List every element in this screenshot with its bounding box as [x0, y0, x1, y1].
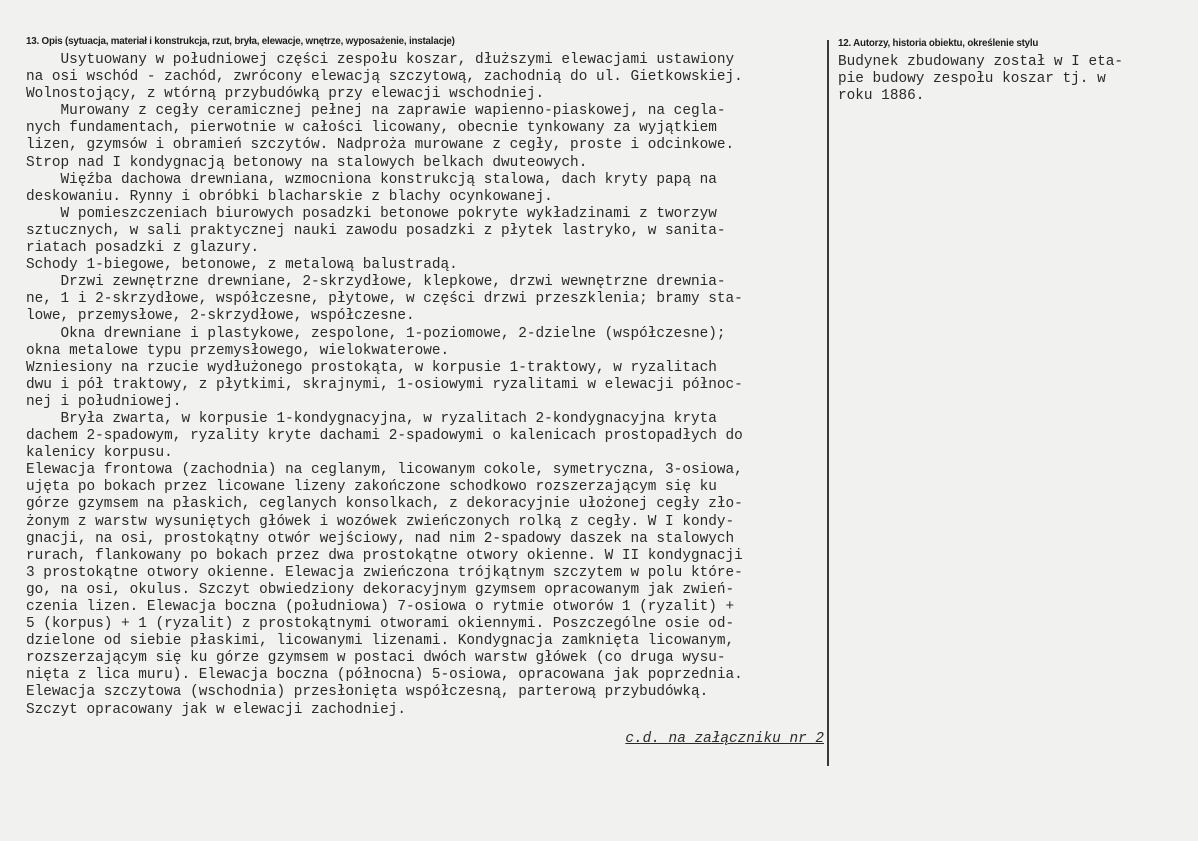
description-line: Więźba dachowa drewniana, wzmocniona konstrukcją stalowa, dach kryty papą na — [26, 171, 717, 188]
continuation-note: c.d. na załączniku nr 2 — [625, 731, 824, 747]
description-line: Murowany z cegły ceramicznej pełnej na zaprawie wapienno-piaskowej, na cegla- — [26, 103, 726, 120]
description-line: ujęta po bokach przez licowane lizeny zakończone schodkowo rozszerzającym się ku — [26, 479, 717, 496]
description-line: dzielone od siebie płaskimi, licowanymi lizenami. Kondygnacja zamknięta licowanym, — [26, 633, 735, 650]
description-line: Wzniesiony na rzucie wydłużonego prostokąta, w korpusie 1-traktowy, w ryzalitach — [26, 359, 717, 376]
authors-history-text — [838, 54, 1168, 106]
description-line: Okna drewniane i plastykowe, zespolone, 1-poziomowe, 2-dzielne (współczesne); — [26, 325, 726, 342]
description-line: Drzwi zewnętrzne drewniane, 2-skrzydłowe, klepkowe, drzwi wewnętrzne drewnia- — [26, 274, 726, 291]
description-line: Elewacja szczytowa (wschodnia) przesłonięta współczesną, parterową przybudówką. — [26, 684, 709, 701]
description-line: riatach posadzki z glazury. — [26, 240, 260, 257]
description-line: 3 prostokątne otwory okienne. Elewacja zwieńczona trójkątnym szczytem w polu które- — [26, 564, 743, 581]
description-line: nych fundamentach, pierwotnie w całości licowany, obecnie tynkowany za wyjątkiem — [26, 120, 717, 137]
description-line: czenia lizen. Elewacja boczna (południowa) 7-osiowa o rytmie otworów 1 (ryzalit) + — [26, 599, 735, 615]
description-line: W pomieszczeniach biurowych posadzki betonowe pokryte wykładzinami z tworzyw — [26, 205, 717, 222]
description-heading: 13. Opis (sytuacja, materiał i konstrukcja, rzut, bryła, elewacje, wnętrze, wyposażenie, instalacje) — [26, 36, 455, 47]
description-line: Strop nad I kondygnacją betonowy na stalowych belkach dwuteowych. — [26, 154, 588, 171]
description-line: sztucznych, w sali praktycznej nauki zawodu posadzki z płytek lastryko, w sanita- — [26, 222, 726, 239]
column-divider — [827, 40, 829, 766]
description-line: Szczyt opracowany jak w elewacji zachodniej. — [26, 701, 406, 718]
description-text — [26, 52, 824, 719]
description-line: na osi wschód - zachód, zwrócony elewacją szczytową, zachodnią do ul. Gietkowskiej. — [26, 69, 743, 86]
description-line: Bryła zwarta, w korpusie 1-kondygnacyjna, w ryzalitach 2-kondygnacyjna kryta — [26, 410, 717, 427]
description-line: gnacji, na osi, prostokątny otwór wejściowy, nad nim 2-spadowy daszek na stalowych — [26, 530, 735, 547]
description-line: nej i południowej. — [26, 393, 182, 410]
description-line: ne, 1 i 2-skrzydłowe, współczesne, płytowe, w części drzwi przeszklenia; bramy sta- — [26, 291, 743, 308]
description-line: kalenicy korpusu. — [26, 445, 173, 462]
description-line: górze gzymsem na płaskich, ceglanych konsolkach, z dekoracyjnie ułożonej cegły zło- — [26, 496, 743, 513]
description-line: dwu i pół traktowy, z płytkimi, skrajnymi, 1-osiowymi ryzalitami w elewacji północ- — [26, 376, 743, 393]
description-line: Schody 1-biegowe, betonowe, z metalową balustradą. — [26, 257, 458, 274]
authors-history-heading: 12. Autorzy, historia obiektu, określenie stylu — [838, 38, 1039, 49]
authors-history-line: Budynek zbudowany został w I eta- — [838, 54, 1123, 70]
description-line: żonym z warstw wysuniętych główek i wozówek zwieńczonych rolką z cegły. W I kondy- — [26, 513, 735, 530]
description-line: rurach, flankowany po bokach przez dwa prostokątne otwory okienne. W II kondygnacji — [26, 547, 743, 564]
description-line: okna metalowe typu przemysłowego, wielokwaterowe. — [26, 342, 450, 359]
description-line: 5 (korpus) + 1 (ryzalit) z prostokątnymi otworami okiennymi. Poszczególne osie od- — [26, 616, 735, 633]
description-line: Elewacja frontowa (zachodnia) na ceglanym, licowanym cokole, symetryczna, 3-osiowa, — [26, 462, 743, 479]
authors-history-line: roku 1886. — [838, 88, 925, 105]
description-line: go, na osi, okulus. Szczyt obwiedziony dekoracyjnym gzymsem opracowanym jak zwień- — [26, 581, 735, 598]
authors-history-section — [838, 38, 1168, 106]
description-line: lizen, gzymsów i obramień szczytów. Nadproża murowane z cegły, proste i odcinkowe. — [26, 137, 735, 154]
authors-history-line: pie budowy zespołu koszar tj. w — [838, 71, 1106, 88]
description-line: nięta z lica muru). Elewacja boczna (północna) 5-osiowa, opracowana jak poprzednia. — [26, 667, 743, 684]
description-line: Usytuowany w południowej części zespołu koszar, dłuższymi elewacjami ustawiony — [26, 52, 735, 68]
description-line: Wolnostojący, z wtórną przybudówką przy elewacji wschodniej. — [26, 86, 545, 103]
description-line: deskowaniu. Rynny i obróbki blacharskie z blachy ocynkowanej. — [26, 188, 553, 205]
description-line: dachem 2-spadowym, ryzality kryte dachami 2-spadowymi o kalenicach prostopadłych do — [26, 428, 743, 445]
description-section — [26, 36, 824, 719]
description-line: lowe, przemysłowe, 2-skrzydłowe, współczesne. — [26, 308, 415, 325]
description-line: rozszerzającym się ku górze gzymsem w postaci dwóch warstw główek (co druga wysu- — [26, 650, 726, 667]
